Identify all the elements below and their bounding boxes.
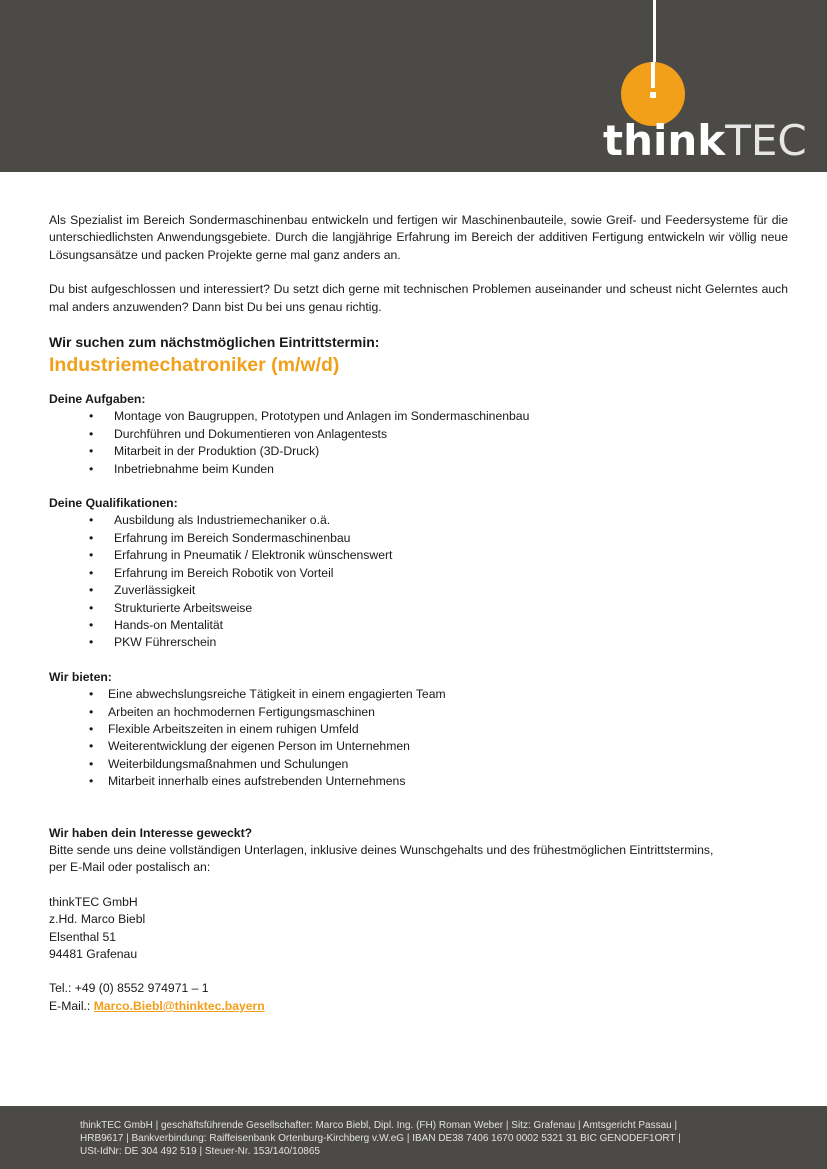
list-item: • Hands-on Mentalität bbox=[49, 617, 788, 634]
contact-email-line bbox=[49, 998, 788, 1015]
email-link[interactable]: Marco.Biebl@thinktec.bayern bbox=[93, 998, 265, 1013]
apply-heading: Wir haben dein Interesse geweckt? bbox=[49, 825, 253, 840]
page-header bbox=[0, 0, 827, 172]
intro-paragraph-2: Du bist aufgeschlossen und interessiert? Du setzt dich gerne mit technischen Problemen auseinander und scheust nicht Gelerntes auch mal anders anzuwenden? Dann bist Du bei uns genau richtig. bbox=[49, 282, 788, 314]
logo-exclamation-dot bbox=[650, 92, 656, 98]
address-attn: z.Hd. Marco Biebl bbox=[49, 912, 146, 927]
list-item: • Erfahrung im Bereich Sondermaschinenbau bbox=[49, 530, 788, 547]
footer-line: thinkTEC GmbH | geschäftsführende Gesellschafter: Marco Biebl, Dipl. Ing. (FH) Roman Weber | Sitz: Grafenau | Amtsgericht Passau | bbox=[80, 1120, 678, 1131]
footer-legal-text bbox=[80, 1119, 760, 1158]
page-footer bbox=[0, 1106, 827, 1169]
list-item: • Inbetriebnahme beim Kunden bbox=[49, 461, 788, 478]
offers-heading: Wir bieten: bbox=[49, 669, 112, 684]
list-item: • Strukturierte Arbeitsweise bbox=[49, 600, 788, 617]
logo-name-bold: think bbox=[603, 116, 726, 165]
list-item: • Erfahrung im Bereich Robotik von Vorteil bbox=[49, 565, 788, 582]
list-item: • Arbeiten an hochmodernen Fertigungsmaschinen bbox=[49, 704, 788, 721]
contact-phone: Tel.: +49 (0) 8552 974971 – 1 bbox=[49, 981, 209, 996]
footer-line: USt-IdNr: DE 304 492 519 | Steuer-Nr. 153/140/10865 bbox=[80, 1146, 320, 1157]
intro-paragraph-1: Als Spezialist im Bereich Sondermaschinenbau entwickeln und fertigen wir Maschinenbauteile, sowie Greif- und Feedersysteme für die unterschiedlichsten Anwendungsgebiete. Durch die langjährige Erfahrung im Bereich der additiven Fertigung entwickeln wir völlig neue Lösungsansätze und packen Projekte gerne mal ganz anders an. bbox=[49, 213, 788, 262]
lead-heading: Wir suchen zum nächstmöglichen Eintrittstermin: bbox=[49, 334, 380, 351]
job-ad-body bbox=[49, 212, 788, 1015]
qualifications-heading: Deine Qualifikationen: bbox=[49, 496, 178, 511]
list-item: • Flexible Arbeitszeiten in einem ruhigen Umfeld bbox=[49, 721, 788, 738]
apply-text-line-1: Bitte sende uns deine vollständigen Unterlagen, inklusive deines Wunschgehalts und des frühestmöglichen Eintrittstermins, bbox=[49, 842, 714, 857]
list-item: • PKW Führerschein bbox=[49, 634, 788, 651]
list-item: • Mitarbeit innerhalb eines aufstrebenden Unternehmens bbox=[49, 773, 788, 790]
list-item: • Montage von Baugruppen, Prototypen und Anlagen im Sondermaschinenbau bbox=[49, 408, 788, 425]
list-item: • Ausbildung als Industriemechaniker o.ä. bbox=[49, 512, 788, 529]
list-item: • Weiterbildungsmaßnahmen und Schulungen bbox=[49, 756, 788, 773]
company-logo bbox=[603, 117, 807, 165]
list-item: • Eine abwechslungsreiche Tätigkeit in einem engagierten Team bbox=[49, 686, 788, 703]
footer-line: HRB9617 | Bankverbindung: Raiffeisenbank Ortenburg-Kirchberg v.W.eG | IBAN DE38 7406 1670 0002 5321 31 BIC GENODEF1ORT | bbox=[80, 1133, 681, 1144]
job-title: Industriemechatroniker (m/w/d) bbox=[49, 354, 340, 377]
list-item: • Weiterentwicklung der eigenen Person im Unternehmen bbox=[49, 738, 788, 755]
address-street: Elsenthal 51 bbox=[49, 929, 117, 944]
logo-line bbox=[653, 0, 656, 62]
list-item: • Erfahrung in Pneumatik / Elektronik wünschenswert bbox=[49, 547, 788, 564]
tasks-heading: Deine Aufgaben: bbox=[49, 392, 146, 407]
list-item: • Zuverlässigkeit bbox=[49, 582, 788, 599]
list-item: • Mitarbeit in der Produktion (3D-Druck) bbox=[49, 443, 788, 460]
qualifications-list bbox=[49, 512, 788, 651]
logo-exclamation-icon bbox=[651, 62, 655, 88]
apply-text-line-2: per E-Mail oder postalisch an: bbox=[49, 860, 211, 875]
logo-name-light: TEC bbox=[725, 116, 807, 165]
list-item: • Durchführen und Dokumentieren von Anlagentests bbox=[49, 426, 788, 443]
address-city: 94481 Grafenau bbox=[49, 947, 138, 961]
offers-list bbox=[49, 686, 788, 790]
email-label: E-Mail.: bbox=[49, 998, 91, 1013]
address-company: thinkTEC GmbH bbox=[49, 894, 138, 909]
tasks-list bbox=[49, 408, 788, 478]
